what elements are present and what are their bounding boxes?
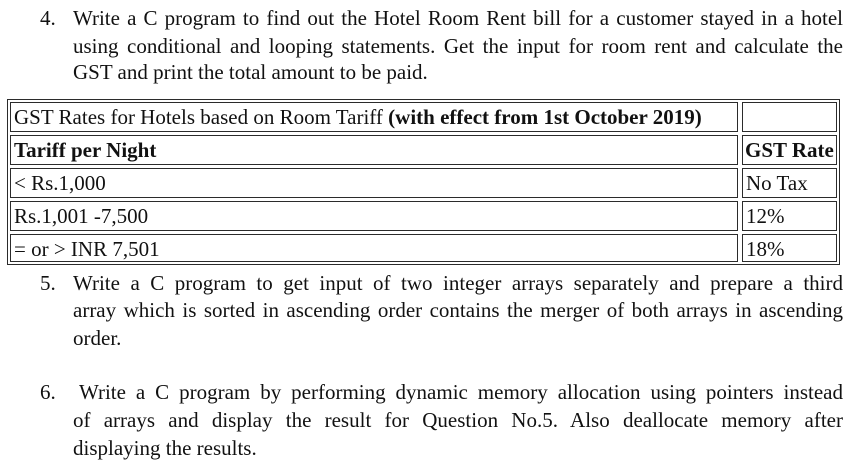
table-cell-tariff: Rs.1,001 -7,500 bbox=[10, 201, 738, 231]
question-text-line: of arrays and display the result for Question No.5. Also deallocate memory after bbox=[73, 408, 843, 432]
question-5 bbox=[0, 266, 849, 356]
table-caption bbox=[10, 102, 738, 132]
table-caption-empty-cell bbox=[742, 102, 837, 132]
header-gst-rate: GST Rate bbox=[742, 135, 837, 165]
table-caption-bold-text: (with effect from 1st October 2019) bbox=[388, 105, 702, 129]
table-caption-text: GST Rates for Hotels based on Room Tariff bbox=[14, 105, 383, 129]
question-text-line: Write a C program to find out the Hotel Room Rent bill for a customer stayed in a hotel bbox=[73, 6, 843, 30]
question-4 bbox=[0, 0, 849, 90]
header-tariff-per-night: Tariff per Night bbox=[10, 135, 738, 165]
question-text-line: displaying the results. bbox=[73, 436, 257, 460]
question-number: 6. bbox=[40, 380, 56, 404]
table-cell-rate: No Tax bbox=[742, 168, 837, 198]
question-text-line: order. bbox=[73, 326, 122, 350]
question-6 bbox=[0, 376, 849, 466]
question-text-line: array which is sorted in ascending order contains the merger of both arrays in ascending bbox=[73, 298, 843, 322]
question-number: 4. bbox=[40, 6, 56, 30]
question-text-line: Write a C program to get input of two integer arrays separately and prepare a third bbox=[73, 271, 843, 295]
question-text-line: Write a C program by performing dynamic memory allocation using pointers instead bbox=[79, 380, 843, 404]
table-cell-tariff: = or > INR 7,501 bbox=[10, 234, 738, 262]
question-text-line: GST and print the total amount to be paid. bbox=[73, 60, 428, 84]
table-cell-tariff: < Rs.1,000 bbox=[10, 168, 738, 198]
table-cell-rate: 18% bbox=[742, 234, 837, 262]
question-number: 5. bbox=[40, 271, 56, 295]
question-text-line: using conditional and looping statements. Get the input for room rent and calculate the bbox=[73, 34, 843, 58]
gst-rates-table bbox=[7, 99, 840, 265]
table-cell-rate: 12% bbox=[742, 201, 837, 231]
